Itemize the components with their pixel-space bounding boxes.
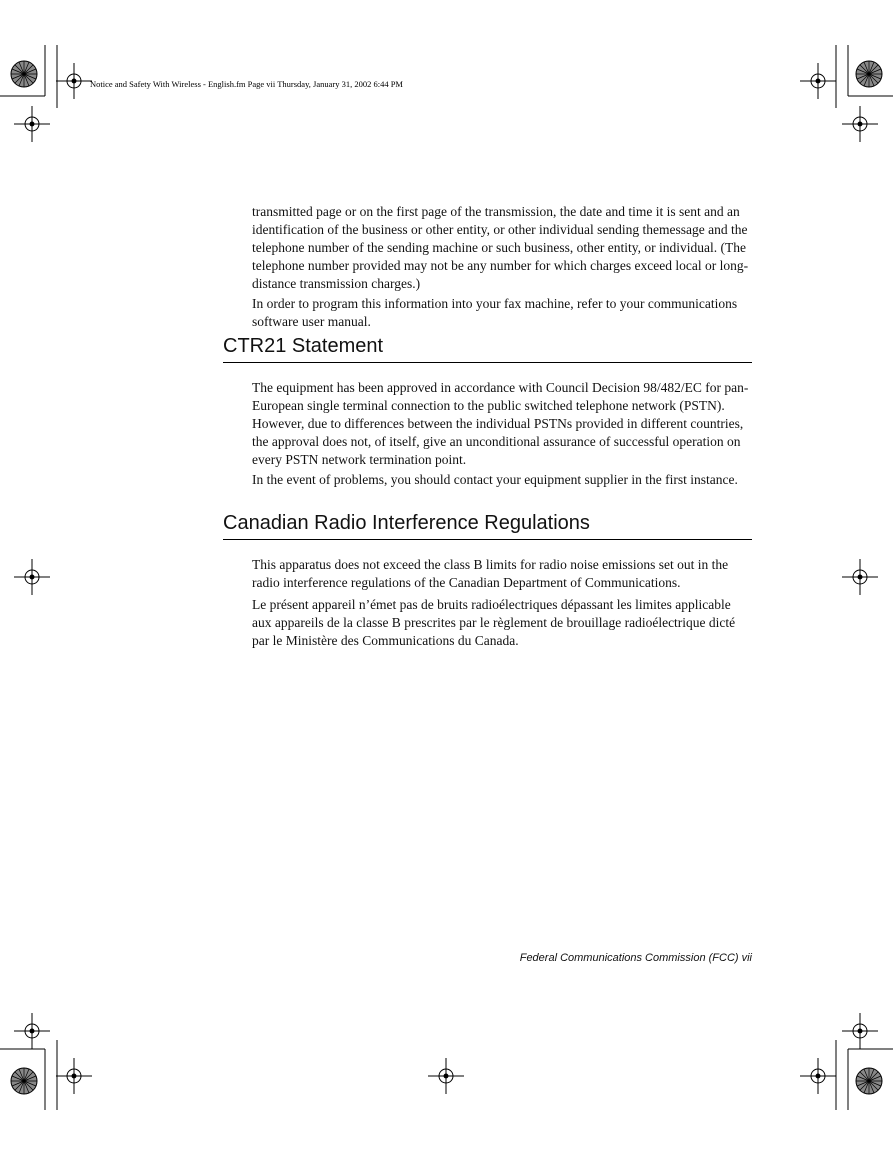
color-target-icon	[856, 1068, 882, 1094]
canadian-paragraph-2: Le présent appareil n’émet pas de bruits radioélectriques dépassant les limites applicable aux appareils de la classe B prescrites par le règlement de brouillage radioélectrique dicté par le Ministère des Communications du Canada.	[252, 597, 736, 648]
crop-mark-bottom-right	[800, 1013, 893, 1110]
registration-mark-icon	[842, 1013, 878, 1049]
crop-mark-top-left	[0, 45, 92, 142]
registration-mark-icon	[56, 1058, 92, 1094]
registration-mark-icon	[842, 106, 878, 142]
registration-mark-icon	[56, 63, 92, 99]
registration-mark-icon	[800, 1058, 836, 1094]
intro-paragraph-1: transmitted page or on the first page of the transmission, the date and time it is sent and an identification of the business or other entity, or other individual sending themessage and the telephone number of the sending machine or such business, other entity, or individual. (The telephone number provided may not be any number for which charges exceed local or long-distance transmission charges.)	[252, 204, 749, 291]
intro-paragraph-2: In order to program this information into your fax machine, refer to your communications software user manual.	[252, 296, 738, 329]
registration-mark-icon	[428, 1058, 464, 1094]
canadian-heading: Canadian Radio Interference Regulations	[223, 512, 752, 540]
ctr21-heading: CTR21 Statement	[223, 335, 752, 363]
file-header: Notice and Safety With Wireless - English.fm Page vii Thursday, January 31, 2002 6:44 PM	[90, 79, 403, 89]
ctr21-paragraph-2: In the event of problems, you should contact your equipment supplier in the first instance.	[252, 472, 738, 487]
ctr21-paragraph-1: The equipment has been approved in accordance with Council Decision 98/482/EC for pan-European single terminal connection to the public switched telephone network (PSTN). However, due to differences between the individual PSTNs provided in different countries, the approval does not, of itself, give an unconditional assurance of successful operation on every PSTN network termination point.	[252, 380, 749, 467]
crop-mark-top-right	[800, 45, 893, 142]
canadian-paragraph-1: This apparatus does not exceed the class B limits for radio noise emissions set out in the radio interference regulations of the Canadian Department of Communications.	[252, 557, 729, 590]
color-target-icon	[856, 61, 882, 87]
registration-mark-icon	[14, 1013, 50, 1049]
registration-mark-icon	[14, 106, 50, 142]
color-target-icon	[11, 1068, 37, 1094]
running-footer: Federal Communications Commission (FCC) vii	[519, 952, 752, 964]
registration-mark-icon	[800, 63, 836, 99]
color-target-icon	[11, 61, 37, 87]
crop-mark-bottom-left	[0, 1013, 92, 1110]
registration-mark-icon	[14, 559, 50, 595]
registration-mark-icon	[842, 559, 878, 595]
